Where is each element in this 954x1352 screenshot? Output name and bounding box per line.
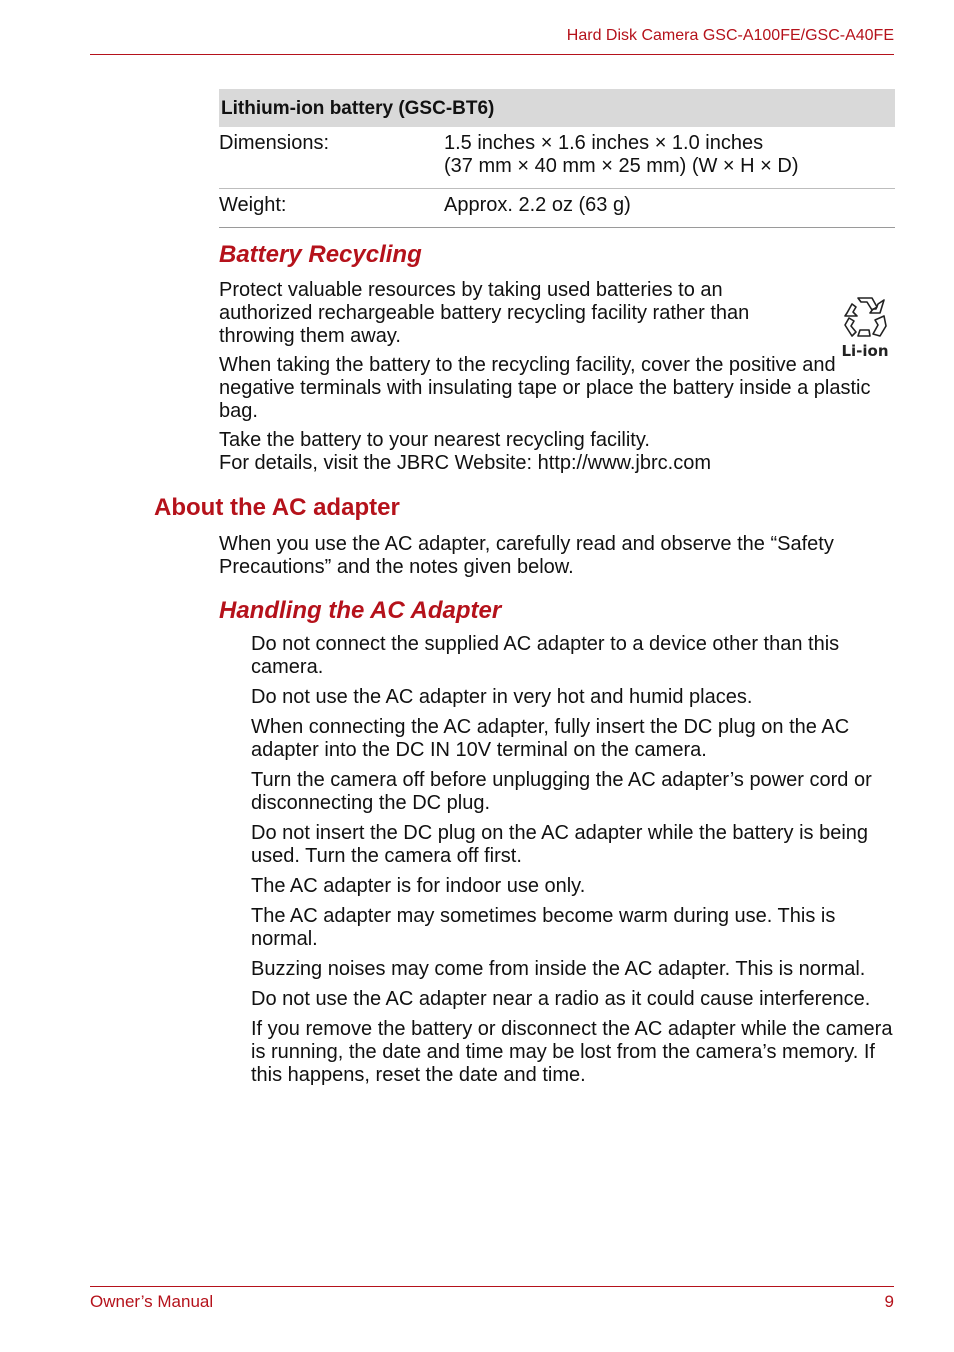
table-row — [219, 189, 895, 228]
battery-recycling-heading: Battery Recycling — [219, 241, 422, 268]
handling-list — [251, 633, 901, 1094]
list-item: Do not insert the DC plug on the AC adapter while the battery is being used. Turn the camera off first. — [251, 822, 869, 867]
list-item: Do not use the AC adapter in very hot and humid places. — [251, 686, 753, 708]
list-item: Buzzing noises may come from inside the AC adapter. This is normal. — [251, 958, 866, 980]
list-item: If you remove the battery or disconnect the AC adapter while the camera is running, the date and time may be lost from the camera’s memory. If this happens, reset the date and time. — [251, 1018, 893, 1086]
ac-adapter-heading: About the AC adapter — [154, 494, 400, 521]
list-item: The AC adapter is for indoor use only. — [251, 875, 586, 897]
running-header: Hard Disk Camera GSC-A100FE/GSC-A40FE — [566, 27, 894, 44]
recycling-paragraph — [219, 354, 884, 423]
jbrc-website-line: For details, visit the JBRC Website: http://www.jbrc.com — [219, 452, 712, 474]
recycling-paragraph — [219, 429, 884, 475]
battery-spec-table — [219, 89, 895, 228]
spec-table-heading: Lithium-ion battery (GSC-BT6) — [219, 89, 895, 127]
list-item: Do not connect the supplied AC adapter to a device other than this camera. — [251, 633, 840, 678]
footer-manual-title: Owner’s Manual — [90, 1292, 214, 1311]
spec-value-line: 1.5 inches × 1.6 inches × 1.0 inches — [444, 132, 764, 154]
recycling-paragraph-text: When taking the battery to the recycling facility, cover the positive and negative terminals with insulating tape or place the battery inside a plastic bag. — [219, 354, 871, 422]
recycling-line: Take the battery to your nearest recycling facility. — [219, 429, 650, 451]
list-item: Do not use the AC adapter near a radio as it could cause interference. — [251, 988, 871, 1010]
spec-label-dimensions: Dimensions: — [219, 127, 444, 189]
footer-rule — [90, 1286, 894, 1287]
table-row — [219, 127, 895, 189]
list-item: Turn the camera off before unplugging the AC adapter’s power cord or disconnecting the DC plug. — [251, 769, 872, 814]
recycle-icon — [842, 294, 888, 340]
list-item: When connecting the AC adapter, fully insert the DC plug on the AC adapter into the DC IN 10V terminal on the camera. — [251, 716, 850, 761]
handling-ac-adapter-heading: Handling the AC Adapter — [219, 597, 502, 624]
spec-value-weight: Approx. 2.2 oz (63 g) — [444, 189, 895, 228]
li-ion-label: Li-ion — [841, 342, 889, 360]
recycling-paragraph: Protect valuable resources by taking used batteries to an authorized rechargeable battery recycling facility rather than throwing them away. — [219, 279, 750, 347]
spec-label-weight: Weight: — [219, 189, 444, 228]
spec-value-dimensions — [444, 127, 895, 189]
ac-adapter-intro: When you use the AC adapter, carefully read and observe the “Safety Precautions” and the notes given below. — [219, 533, 834, 578]
page-number: 9 — [884, 1292, 894, 1311]
list-item: The AC adapter may sometimes become warm during use. This is normal. — [251, 905, 836, 950]
header-rule — [90, 54, 894, 55]
li-ion-recycle-mark — [836, 294, 894, 364]
spec-value-line: (37 mm × 40 mm × 25 mm) (W × H × D) — [444, 155, 799, 177]
